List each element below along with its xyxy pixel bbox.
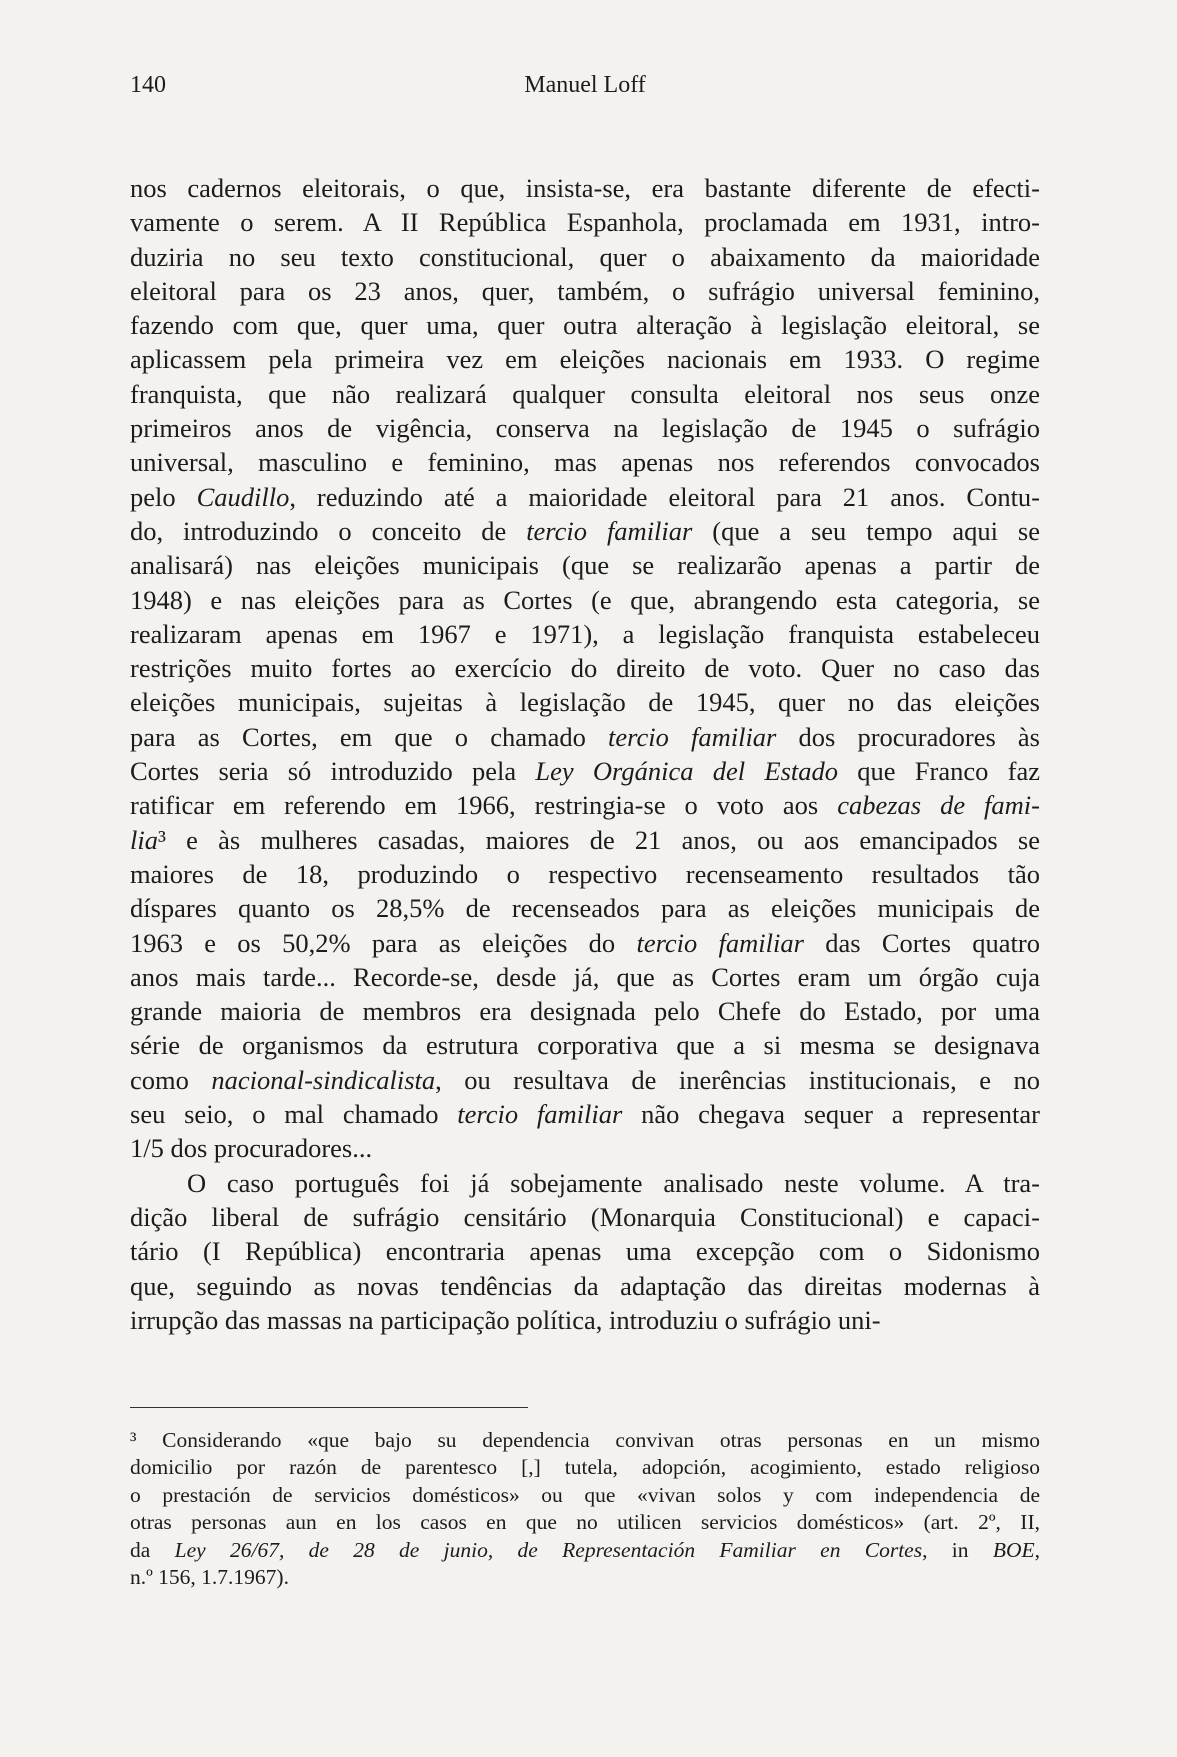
text-segment: , ou resultava de inerências institucionais, e no <box>435 1064 1040 1095</box>
text-segment: ratificar em referendo em 1966, restringia-se o voto aos <box>130 790 838 821</box>
body-line <box>130 788 1040 822</box>
text-segment: , <box>1034 1537 1040 1562</box>
text-segment: fazendo com que, quer uma, quer outra alteração à legislação eleitoral, se <box>130 310 1040 341</box>
text-segment: nos cadernos eleitorais, o que, insista-se, era bastante diferente de efecti- <box>130 173 1040 203</box>
body-line <box>130 1063 1040 1097</box>
italic-text: Caudillo <box>196 481 290 512</box>
text-segment: pelo <box>130 481 197 512</box>
text-segment: ³ e às mulheres casadas, maiores de 21 anos, ou aos emancipados se <box>157 824 1040 855</box>
text-segment: díspares quanto os 28,5% de recenseados para as eleições municipais de <box>130 893 1040 924</box>
body-line <box>130 274 1040 308</box>
footnote-line <box>130 1509 1040 1536</box>
text-segment: 1948) e nas eleições para as Cortes (e que, abrangendo esta categoria, se <box>130 584 1040 615</box>
text-segment: ³ Considerando «que bajo su dependencia convivan otras personas en un mismo <box>130 1428 1040 1452</box>
text-segment: anos mais tarde... Recorde-se, desde já, que as Cortes eram um órgão cuja <box>130 961 1040 992</box>
text-segment: não chegava sequer a representar <box>622 1099 1040 1130</box>
italic-text: lia <box>130 824 158 855</box>
body-line <box>130 754 1040 788</box>
text-segment: dição liberal de sufrágio censitário (Monarquia Constitucional) e capaci- <box>130 1201 1040 1232</box>
text-segment: (que a seu tempo aqui se <box>692 515 1040 546</box>
text-segment: primeiros anos de vigência, conserva na legislação de 1945 o sufrágio <box>130 413 1040 444</box>
text-segment: duziria no seu texto constitucional, quer o abaixamento da maioridade <box>130 241 1040 272</box>
footnote-line <box>130 1564 1040 1591</box>
body-line <box>130 480 1040 514</box>
text-segment: que, seguindo as novas tendências da adaptação das direitas modernas à <box>130 1270 1040 1301</box>
body-line <box>130 205 1040 239</box>
text-segment: seu seio, o mal chamado <box>130 1099 458 1130</box>
italic-text: cabezas de fami- <box>837 790 1040 821</box>
body-line <box>130 651 1040 685</box>
body-line <box>130 994 1040 1028</box>
body-line <box>130 1303 1040 1337</box>
body-line <box>130 720 1040 754</box>
text-segment: que Franco faz <box>838 756 1040 787</box>
text-segment: franquista, que não realizará qualquer consulta eleitoral nos seus onze <box>130 378 1040 409</box>
text-segment: dos procuradores às <box>776 721 1040 752</box>
text-segment: aplicassem pela primeira vez em eleições nacionais em 1933. O regime <box>130 344 1040 375</box>
body-line <box>130 857 1040 891</box>
text-segment: do, introduzindo o conceito de <box>130 515 527 546</box>
text-segment: Cortes seria só introduzido pela <box>130 756 536 787</box>
italic-text: nacional-sindicalista <box>211 1064 436 1095</box>
text-segment: analisará) nas eleições municipais (que se realizarão apenas a partir de <box>130 550 1040 581</box>
footnote <box>130 1427 1040 1591</box>
text-segment: maiores de 18, produzindo o respectivo recenseamento resultados tão <box>130 858 1040 889</box>
footnote-line <box>130 1454 1040 1481</box>
body-line <box>130 171 1040 205</box>
text-segment: vamente o serem. A II República Espanhola, proclamada em 1931, intro- <box>130 207 1040 238</box>
body-line <box>130 823 1040 857</box>
text-segment: domicilio por razón de parentesco [,] tutela, adopción, acogimiento, estado religioso <box>130 1455 1040 1480</box>
body-line <box>130 1166 1040 1200</box>
italic-text: Ley Orgánica del Estado <box>535 756 839 787</box>
body-line <box>130 891 1040 925</box>
text-segment: eleitoral para os 23 anos, quer, também, o sufrágio universal feminino, <box>130 275 1040 306</box>
italic-text: Ley 26/67, de 28 de junio, de Representación Familiar en Cortes <box>174 1537 923 1562</box>
italic-text: tercio familiar <box>526 515 693 546</box>
body-line <box>130 1269 1040 1303</box>
body-line <box>130 377 1040 411</box>
text-segment: restrições muito fortes ao exercício do direito de voto. Quer no caso das <box>130 653 1040 684</box>
body-line <box>130 926 1040 960</box>
body-line <box>130 1131 1040 1165</box>
text-segment: série de organismos da estrutura corporativa que a si mesma se designava <box>130 1030 1040 1061</box>
text-segment: como <box>130 1064 212 1095</box>
italic-text: tercio familiar <box>636 927 804 958</box>
running-head: Manuel Loff <box>524 72 646 98</box>
page-header <box>130 72 1040 108</box>
text-segment: n.º 156, 1.7.1967). <box>130 1564 289 1589</box>
body-line <box>130 1097 1040 1131</box>
text-segment: 1/5 dos procuradores... <box>130 1133 373 1164</box>
body-line <box>130 1200 1040 1234</box>
body-line <box>130 308 1040 342</box>
text-segment: para as Cortes, em que o chamado <box>130 721 608 752</box>
body-line <box>130 617 1040 651</box>
text-segment: O caso português foi já sobejamente analisado neste volume. A tra- <box>187 1167 1040 1198</box>
body-line <box>130 960 1040 994</box>
text-segment: universal, masculino e feminino, mas apenas nos referendos convocados <box>130 447 1040 478</box>
text-segment: o prestación de servicios domésticos» ou que «vivan solos y com independencia de <box>130 1482 1040 1507</box>
text-segment: otras personas aun en los casos en que no utilicen servicios domésticos» (art. 2º, II, <box>130 1510 1040 1535</box>
body-line <box>130 1028 1040 1062</box>
body-line <box>130 583 1040 617</box>
body-line <box>130 514 1040 548</box>
footnote-rule <box>130 1407 528 1408</box>
body-line <box>130 240 1040 274</box>
footnote-line <box>130 1482 1040 1509</box>
italic-text: tercio familiar <box>608 721 777 752</box>
text-segment: eleições municipais, sujeitas à legislação de 1945, quer no das eleições <box>130 687 1040 718</box>
body-line <box>130 342 1040 376</box>
text-segment: irrupção das massas na participação política, introduziu o sufrágio uni- <box>130 1304 881 1335</box>
body-text <box>130 171 1040 1337</box>
body-line <box>130 1234 1040 1268</box>
text-segment: das Cortes quatro <box>803 927 1040 958</box>
footnote-line <box>130 1537 1040 1564</box>
text-segment: tário (I República) encontraria apenas uma excepção com o Sidonismo <box>130 1236 1040 1267</box>
text-segment: realizaram apenas em 1967 e 1971), a legislação franquista estabeleceu <box>130 618 1040 649</box>
body-line <box>130 445 1040 479</box>
body-line <box>130 548 1040 582</box>
page-number: 140 <box>130 72 166 98</box>
text-segment: , reduzindo até a maioridade eleitoral para 21 anos. Contu- <box>289 481 1041 512</box>
text-segment: da <box>130 1537 175 1562</box>
text-segment: grande maioria de membros era designada pelo Chefe do Estado, por uma <box>130 996 1040 1027</box>
text-segment: , in <box>922 1537 993 1562</box>
body-line <box>130 411 1040 445</box>
text-segment: 1963 e os 50,2% para as eleições do <box>130 927 637 958</box>
body-line <box>130 685 1040 719</box>
footnote-line <box>130 1427 1040 1454</box>
italic-text: tercio familiar <box>457 1099 623 1130</box>
italic-text: BOE <box>992 1537 1035 1562</box>
